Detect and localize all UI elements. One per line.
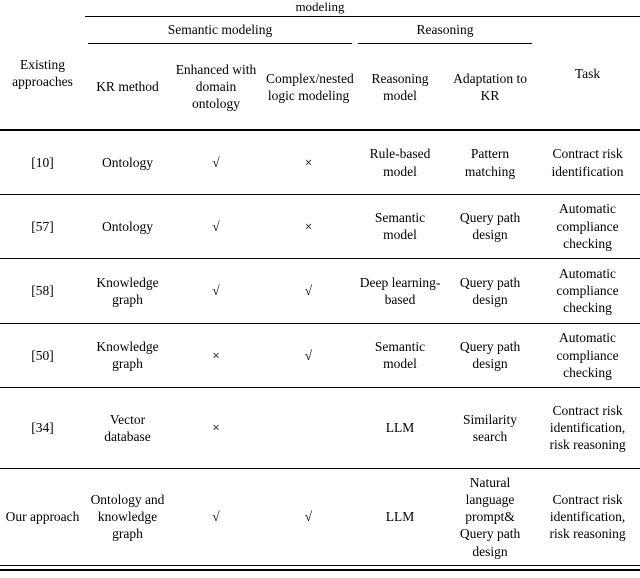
cell-adaptation: Query path design xyxy=(445,258,535,323)
cell-approach: [58] xyxy=(0,258,85,323)
cell-adaptation: Query path design xyxy=(445,194,535,258)
cell-task: Contract risk identification xyxy=(535,130,640,194)
header-complex-nested-logic-modeling: Complex/nested logic modeling xyxy=(262,44,355,130)
header-enhanced-with-domain-ontology: Enhanced with domain ontology xyxy=(170,44,262,130)
cell-reasoning-model: Rule-based model xyxy=(355,130,445,194)
cell-approach: [34] xyxy=(0,387,85,468)
table-row xyxy=(0,130,640,194)
cell-task: Automatic compliance checking xyxy=(535,258,640,323)
cell-enhanced: × xyxy=(170,323,262,387)
cell-task: Automatic compliance checking xyxy=(535,194,640,258)
cell-task: Automatic compliance checking xyxy=(535,323,640,387)
cell-reasoning-model: Deep learning-based xyxy=(355,258,445,323)
table-row xyxy=(0,194,640,258)
cell-approach: [10] xyxy=(0,130,85,194)
header-task: Task xyxy=(535,17,640,131)
table-row xyxy=(0,468,640,565)
cell-complex: × xyxy=(262,194,355,258)
header-kr-method: KR method xyxy=(85,44,170,130)
group-header-row xyxy=(0,17,640,45)
cell-kr-method: Knowledge graph xyxy=(85,258,170,323)
cell-reasoning-model: Semantic model xyxy=(355,323,445,387)
cell-kr-method: Ontology xyxy=(85,194,170,258)
table-row xyxy=(0,387,640,468)
cell-adaptation: Pattern matching xyxy=(445,130,535,194)
cell-approach: [50] xyxy=(0,323,85,387)
cell-adaptation: Query path design xyxy=(445,323,535,387)
cell-task: Contract risk identification, risk reasoning xyxy=(535,387,640,468)
cell-enhanced: √ xyxy=(170,258,262,323)
cell-reasoning-model: LLM xyxy=(355,387,445,468)
cell-enhanced: × xyxy=(170,387,262,468)
cell-reasoning-model: LLM xyxy=(355,468,445,565)
cell-kr-method: Ontology xyxy=(85,130,170,194)
cell-approach: [57] xyxy=(0,194,85,258)
table-caption-fragment: modeling xyxy=(295,0,345,14)
cell-complex: √ xyxy=(262,468,355,565)
cell-adaptation: Natural language prompt& Query path design xyxy=(445,468,535,565)
cell-complex: × xyxy=(262,130,355,194)
group-header-reasoning xyxy=(355,17,535,45)
table-row xyxy=(0,323,640,387)
cell-enhanced: √ xyxy=(170,130,262,194)
cell-adaptation: Similarity search xyxy=(445,387,535,468)
comparison-table xyxy=(0,16,640,566)
header-existing-approaches: Existing approaches xyxy=(0,17,85,131)
cell-enhanced: √ xyxy=(170,194,262,258)
cell-kr-method: Ontology and knowledge graph xyxy=(85,468,170,565)
cell-kr-method: Knowledge graph xyxy=(85,323,170,387)
header-reasoning-model: Reasoning model xyxy=(355,44,445,130)
table-row xyxy=(0,258,640,323)
cell-reasoning-model: Semantic model xyxy=(355,194,445,258)
header-adaptation-to-kr: Adaptation to KR xyxy=(445,44,535,130)
cell-enhanced: √ xyxy=(170,468,262,565)
cell-approach: Our approach xyxy=(0,468,85,565)
cell-kr-method: Vector database xyxy=(85,387,170,468)
cell-task: Contract risk identification, risk reasoning xyxy=(535,468,640,565)
cell-complex: √ xyxy=(262,258,355,323)
table-bottom-rule xyxy=(0,569,640,572)
group-header-semantic-modeling xyxy=(85,17,355,45)
group-header-semantic-modeling-label: Semantic modeling xyxy=(88,17,352,44)
group-header-reasoning-label: Reasoning xyxy=(358,17,532,44)
cell-complex xyxy=(262,387,355,468)
cell-complex: √ xyxy=(262,323,355,387)
